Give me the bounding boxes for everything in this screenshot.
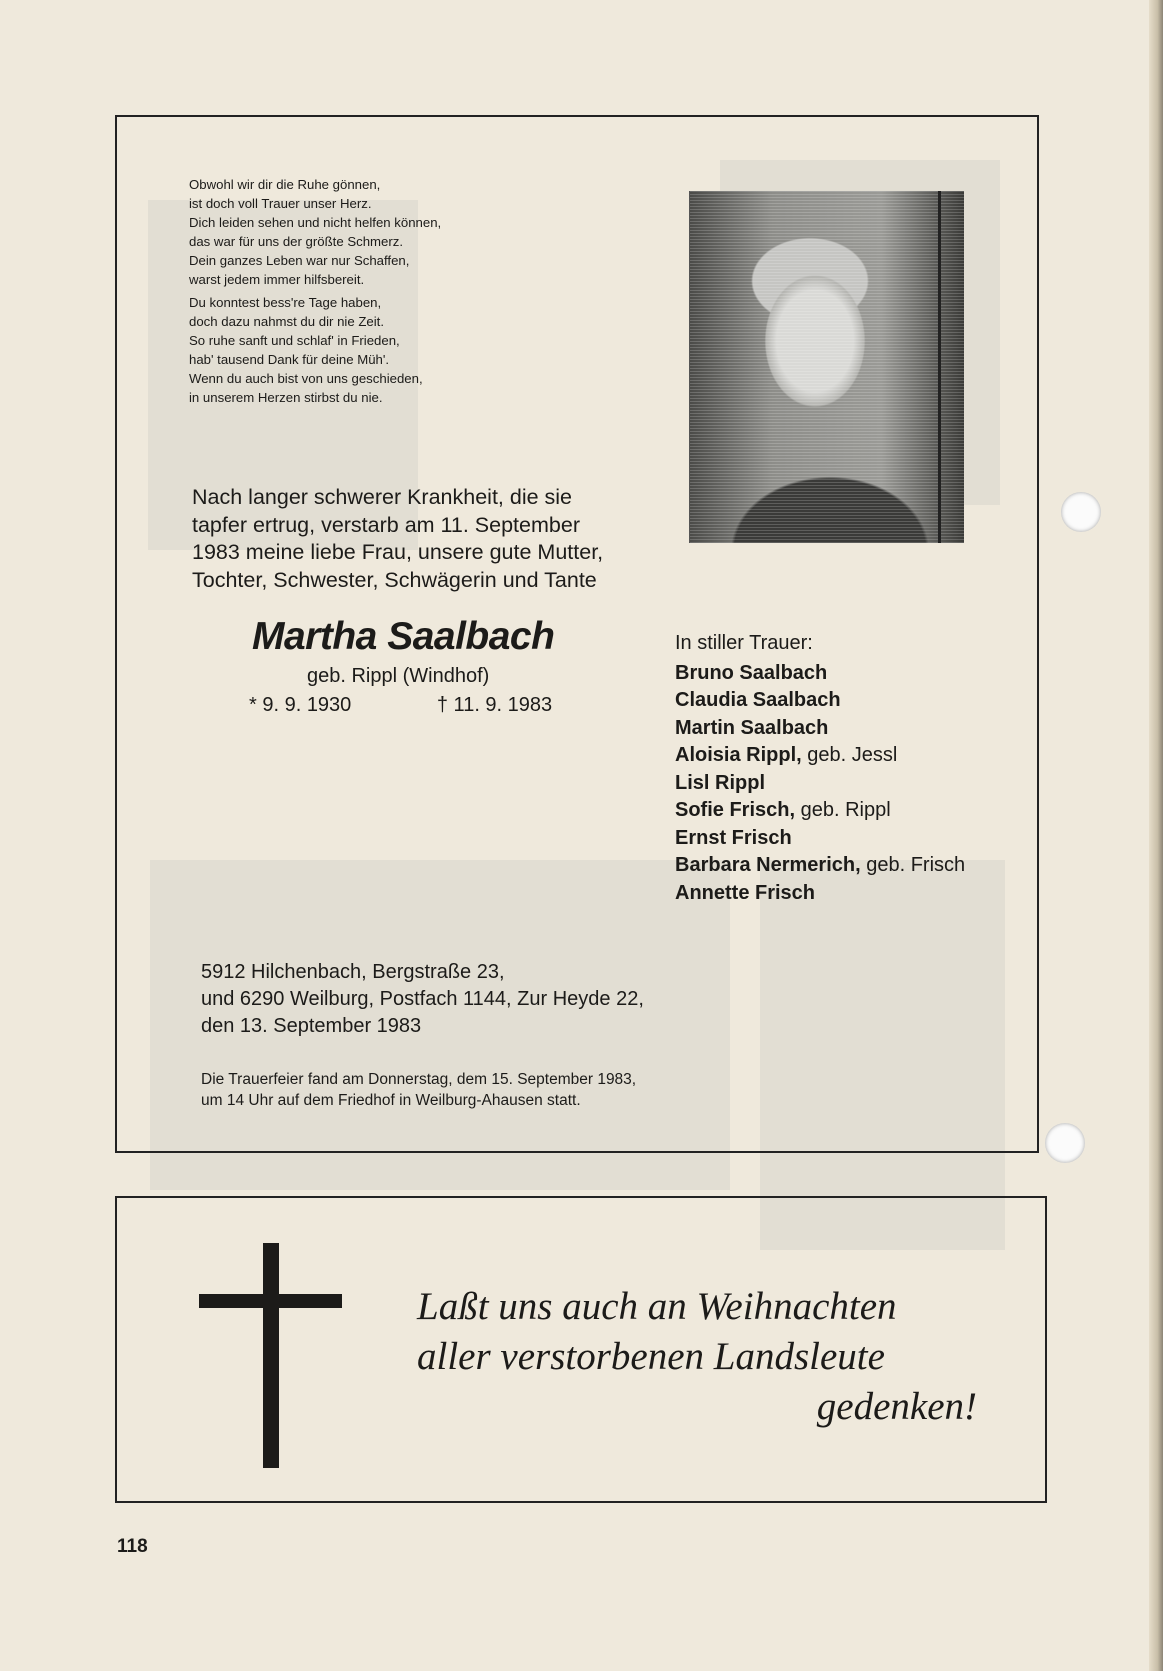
mourner-name: Annette Frisch [675, 881, 816, 904]
punch-hole [1045, 1123, 1085, 1163]
address-line: den 13. September 1983 [201, 1015, 422, 1037]
death-date: † 11. 9. 1983 [436, 694, 553, 716]
address-block [201, 959, 644, 1040]
mourner-name: Sofie Frisch, [675, 799, 796, 821]
remembrance-motto [417, 1282, 977, 1432]
announcement-line: Tochter, Schwester, Schwägerin und Tante [192, 567, 597, 592]
poem-line: Dein ganzes Leben war nur Schaffen, [189, 253, 410, 268]
obituary-notice [115, 115, 1039, 1153]
service-line: Die Trauerfeier fand am Donnerstag, dem 15. September 1983, [201, 1071, 637, 1088]
mourner [675, 825, 1035, 853]
poem-line: Wenn du auch bist von uns geschieden, [189, 371, 423, 386]
mourner [675, 687, 1035, 715]
mourner [675, 852, 1035, 880]
portrait-photo [689, 191, 964, 543]
poem-line: Du konntest bess're Tage haben, [189, 295, 382, 310]
address-line: und 6290 Weilburg, Postfach 1144, Zur Heyde 22, [201, 988, 644, 1010]
poem-line: Obwohl wir dir die Ruhe gönnen, [189, 177, 381, 192]
poem [189, 175, 569, 407]
cross-icon [117, 1198, 357, 1498]
birth-name: geb. Rippl (Windhof) [307, 665, 490, 687]
christmas-remembrance-box [115, 1196, 1047, 1503]
poem-line: in unserem Herzen stirbst du nie. [189, 390, 383, 405]
poem-line: warst jedem immer hilfsbereit. [189, 272, 365, 287]
life-dates [249, 694, 552, 717]
page-number: 118 [117, 1536, 148, 1557]
mourner [675, 742, 1035, 770]
announcement-line: tapfer ertrug, verstarb am 11. September [192, 512, 580, 537]
poem-line: das war für uns der größte Schmerz. [189, 234, 404, 249]
motto-line: Laßt uns auch an Weihnachten [417, 1285, 897, 1328]
poem-line: doch dazu nahmst du dir nie Zeit. [189, 314, 384, 329]
announcement-line: 1983 meine liebe Frau, unsere gute Mutter, [192, 540, 604, 564]
mourner-name: Martin Saalbach [675, 716, 829, 739]
mourner-name: Bruno Saalbach [675, 661, 828, 684]
mourner [675, 880, 1035, 908]
poem-line: So ruhe sanft und schlaf' in Frieden, [189, 333, 400, 348]
mourner [675, 660, 1035, 688]
poem-line: hab' tausend Dank für deine Müh'. [189, 352, 390, 367]
motto-line: gedenken! [816, 1385, 977, 1428]
mourner-birth-name: geb. Frisch [866, 854, 966, 876]
funeral-service-note [201, 1069, 636, 1111]
mourners-list [675, 630, 1035, 907]
page-edge [1149, 0, 1163, 1671]
announcement-line: Nach langer schwerer Krankheit, die sie [192, 485, 573, 509]
mourner-name: Barbara Nermerich, [675, 854, 861, 876]
mourner [675, 715, 1035, 743]
mourners-heading: In stiller Trauer: [675, 632, 813, 654]
death-announcement [192, 484, 662, 594]
mourner [675, 797, 1035, 825]
mourner-name: Aloisia Rippl, [675, 744, 802, 766]
birth-date: * 9. 9. 1930 [249, 694, 352, 716]
service-line: um 14 Uhr auf dem Friedhof in Weilburg-Ahausen statt. [201, 1092, 581, 1109]
mourner [675, 770, 1035, 798]
poem-line: ist doch voll Trauer unser Herz. [189, 196, 372, 211]
mourner-birth-name: geb. Rippl [800, 799, 891, 821]
punch-hole [1061, 492, 1101, 532]
mourner-name: Ernst Frisch [675, 826, 792, 849]
deceased-name: Martha Saalbach [252, 615, 555, 658]
address-line: 5912 Hilchenbach, Bergstraße 23, [201, 961, 505, 983]
mourner-birth-name: geb. Jessl [807, 744, 898, 766]
mourner-name: Claudia Saalbach [675, 689, 841, 711]
mourner-name: Lisl Rippl [675, 771, 765, 794]
poem-line: Dich leiden sehen und nicht helfen können, [189, 215, 442, 230]
motto-line: aller verstorbenen Landsleute [417, 1335, 885, 1378]
